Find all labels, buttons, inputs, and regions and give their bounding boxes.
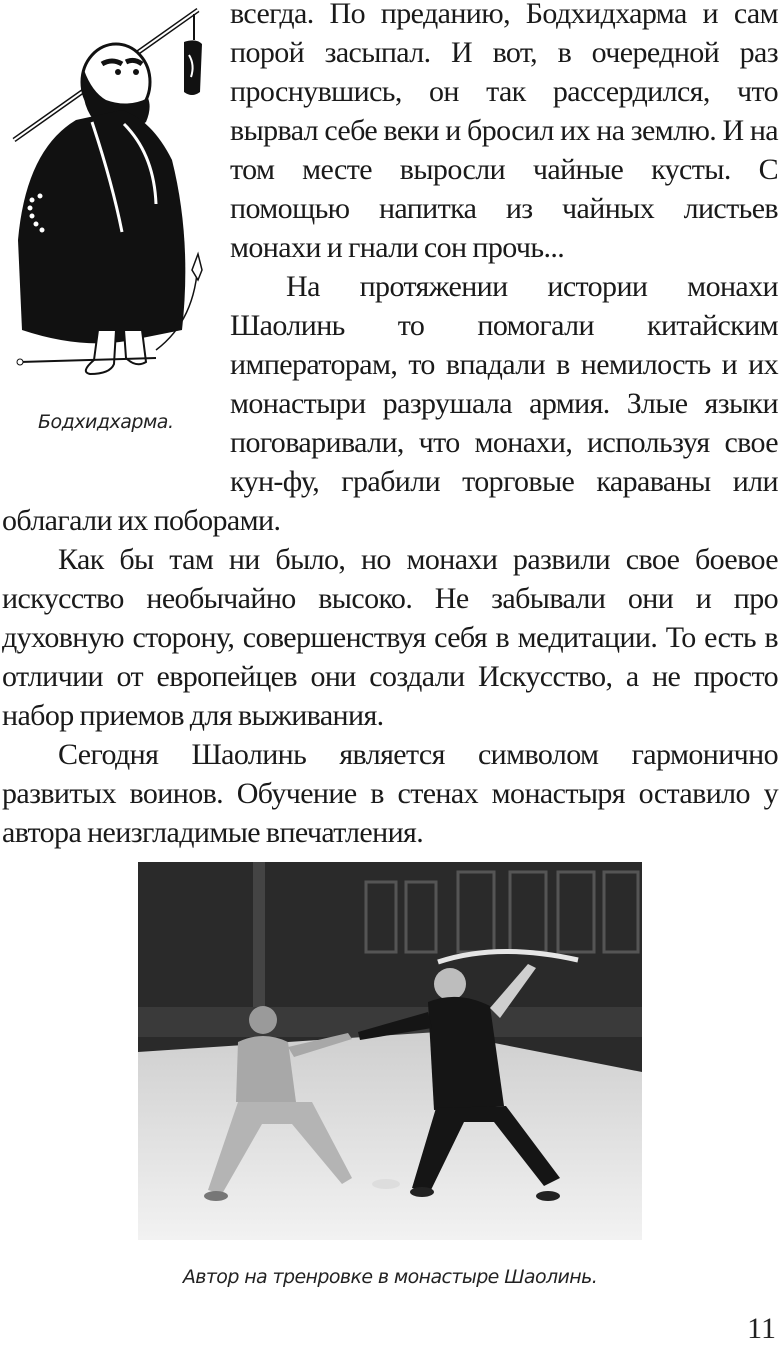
paragraph-1: всегда. По преданию, Бодхидхарма и сам порой засыпал. И вот, в очередной раз проснувшись, он так рассердился, что вырвал себе веки и бросил их на землю. И на том месте выросли чайные кусты. С помощью напитка из чайных листьев монахи и гнали сон прочь... [230, 0, 778, 264]
bodhidharma-figure [2, 0, 230, 464]
training-photo [138, 862, 642, 1240]
paragraph-3: Как бы там ни было, но монахи развили свое боевое искусство необычайно высоко. Не забывали они и про духовную сторону, совершенствуя себя в медитации. То есть в отличии от европейцев они создали Искусство, а не просто набор приемов для выживания. [2, 543, 778, 732]
page-number: 11 [747, 1312, 776, 1345]
bodhidharma-illustration [6, 0, 206, 380]
training-photo-caption: Автор на тренровке в монастыре Шаолинь. [182, 1266, 598, 1288]
paragraph-4: Сегодня Шаолинь является символом гармонично развитых воинов. Обучение в стенах монастыря оставило у автора неизгладимые впечатления. [2, 738, 778, 849]
training-photo-image [138, 862, 642, 1240]
body-text [2, 0, 778, 852]
bodhidharma-caption: Бодхидхарма. [38, 411, 174, 433]
paragraph-2: На протяжении истории монахи Шаолинь то помогали китайским императорам, то впадали в немилость и их монастыри разрушала армия. Злые языки поговаривали, что монахи, используя свое кун-фу, грабили торговые караваны или облагали их поборами. [2, 270, 778, 537]
